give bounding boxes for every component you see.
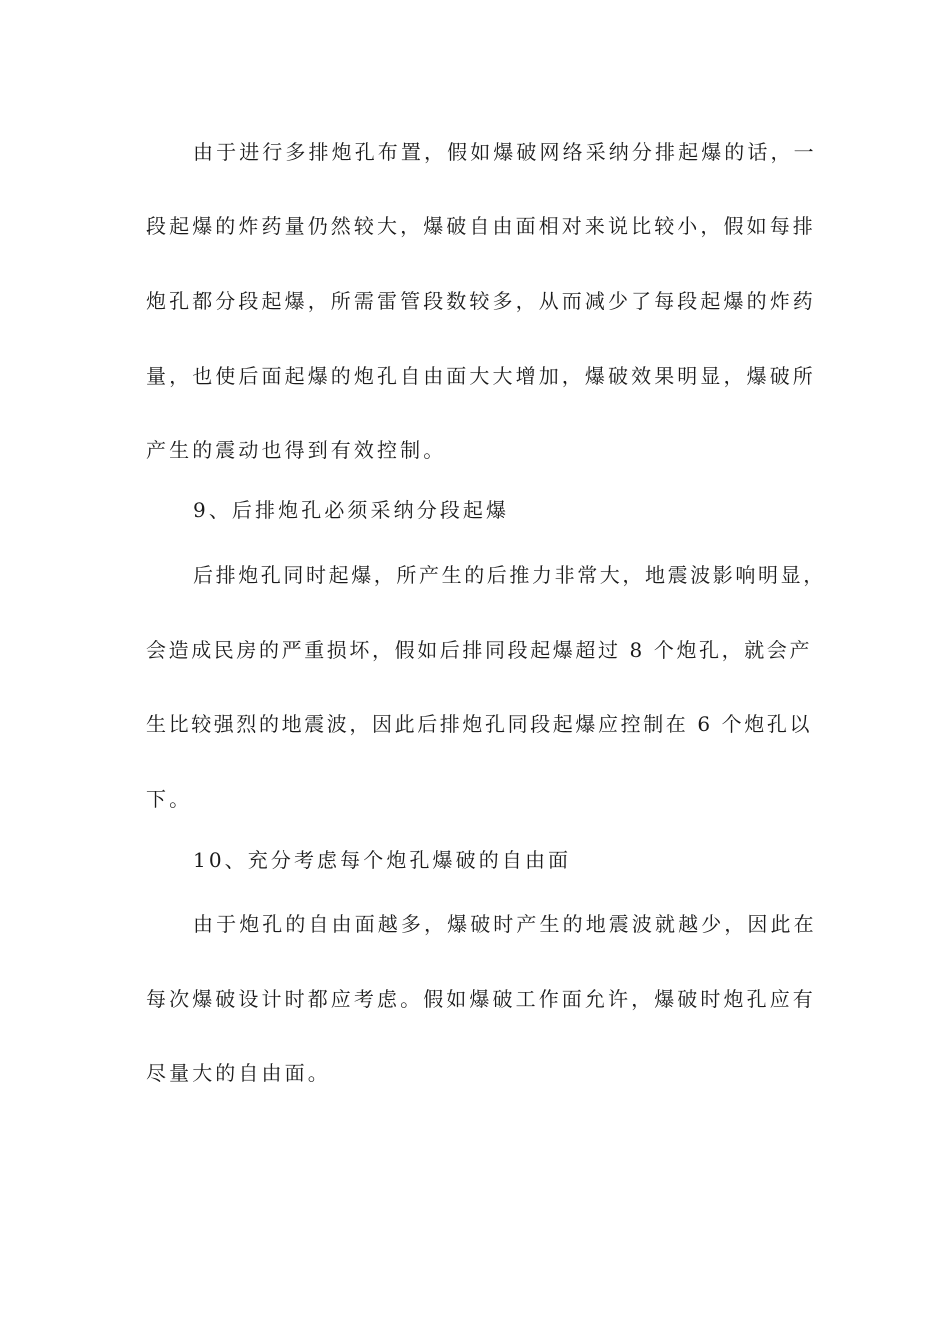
paragraph-1-line-2: 段起爆的炸药量仍然较大，爆破自由面相对来说比较小，假如每排 xyxy=(146,214,816,238)
paragraph-2-line-2: 会造成民房的严重损坏，假如后排同段起爆超过 8 个炮孔，就会产 xyxy=(146,638,813,662)
paragraph-1-line-3: 炮孔都分段起爆，所需雷管段数较多，从而减少了每段起爆的炸药 xyxy=(146,289,816,313)
paragraph-2-line-1: 后排炮孔同时起爆，所产生的后推力非常大，地震波影响明显， xyxy=(193,563,826,587)
paragraph-1-line-5: 产生的震动也得到有效控制。 xyxy=(146,438,447,462)
paragraph-3-line-1: 由于炮孔的自由面越多，爆破时产生的地震波就越少，因此在 xyxy=(193,912,817,936)
section-heading-9: 9、后排炮孔必须采纳分段起爆 xyxy=(193,498,510,522)
paragraph-2-line-3: 生比较强烈的地震波，因此后排炮孔同段起爆应控制在 6 个炮孔以 xyxy=(146,712,813,736)
paragraph-1-line-1: 由于进行多排炮孔布置，假如爆破网络采纳分排起爆的话，一 xyxy=(193,140,817,164)
paragraph-3-line-2: 每次爆破设计时都应考虑。假如爆破工作面允许，爆破时炮孔应有 xyxy=(146,987,816,1011)
paragraph-2-line-4: 下。 xyxy=(146,787,193,811)
paragraph-1-line-4: 量，也使后面起爆的炮孔自由面大大增加，爆破效果明显，爆破所 xyxy=(146,364,816,388)
paragraph-3-line-3: 尽量大的自由面。 xyxy=(146,1061,331,1085)
section-heading-10: 10、充分考虑每个炮孔爆破的自由面 xyxy=(193,848,572,872)
